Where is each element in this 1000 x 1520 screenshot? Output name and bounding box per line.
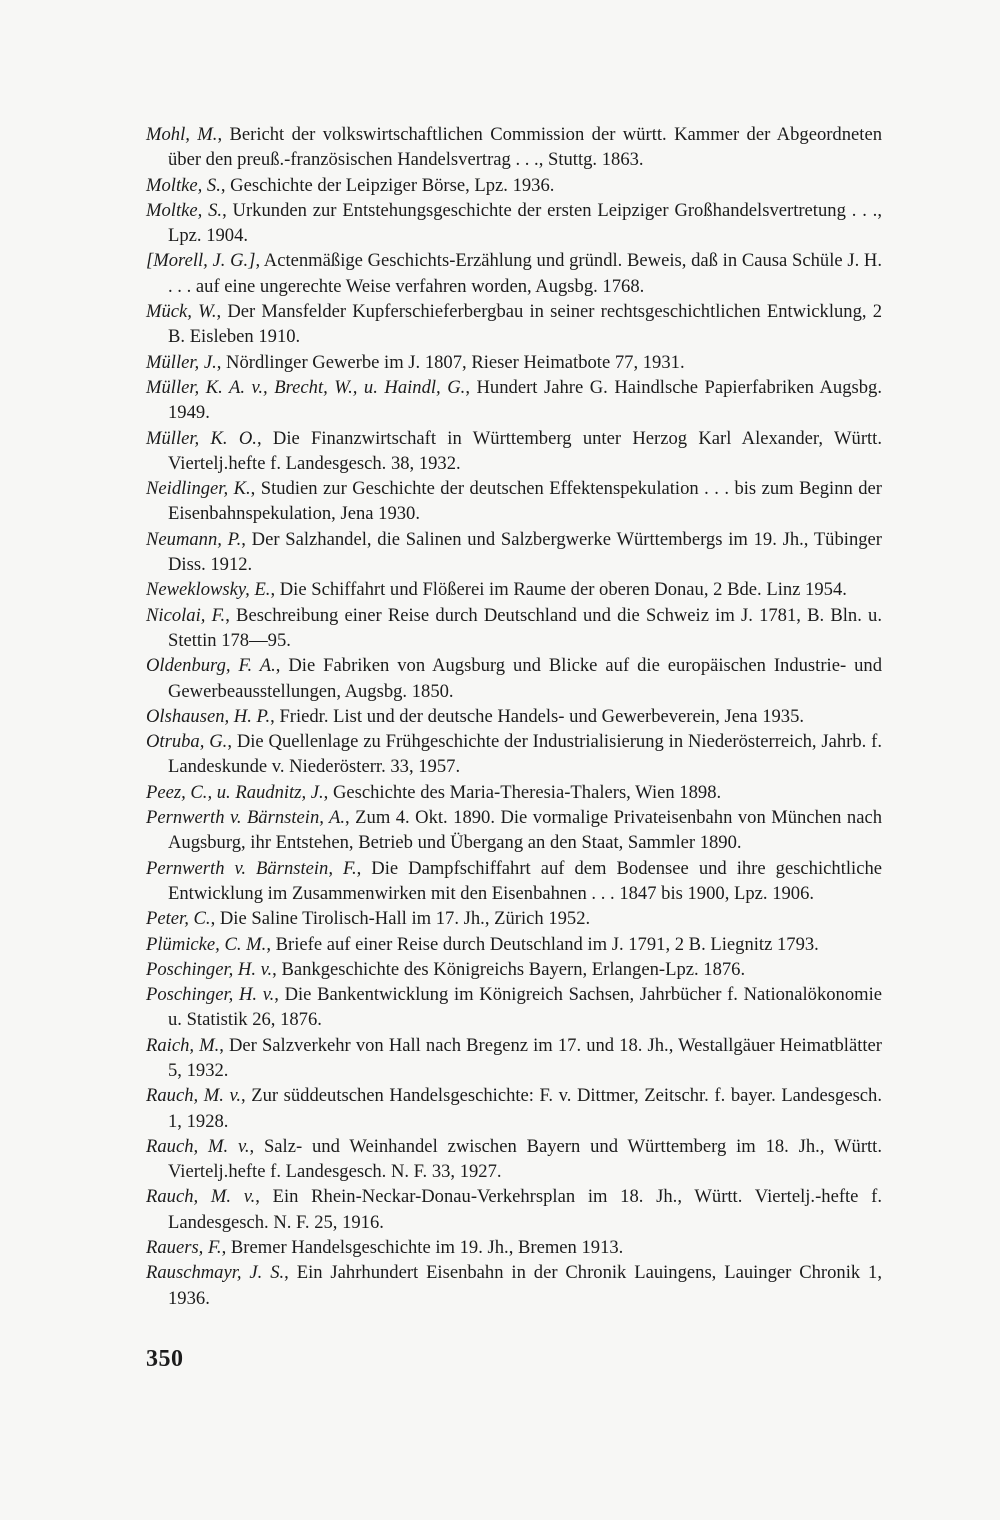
bibliography-entry bbox=[146, 173, 882, 198]
entry-author: Neweklowsky, E. bbox=[146, 579, 271, 601]
entry-author: [Morell, J. G.] bbox=[146, 250, 256, 272]
entry-author: Poschinger, H. v. bbox=[146, 958, 273, 980]
entry-author: Poschinger, H. v. bbox=[146, 984, 275, 1006]
bibliography-entry bbox=[146, 577, 882, 602]
entry-text: , Geschichte des Maria-Theresia-Thalers, Wien 1898. bbox=[323, 781, 722, 803]
entry-author: Rauch, M. v. bbox=[146, 1186, 256, 1208]
bibliography-entry bbox=[146, 603, 882, 654]
entry-author: Neumann, P. bbox=[146, 528, 242, 550]
entry-text: , Die Bankentwicklung im Königreich Sachsen, Jahrbücher f. Nationalökonomie u. Statistik 26, 1876. bbox=[168, 984, 883, 1031]
entry-author: Pernwerth v. Bärnstein, F. bbox=[146, 857, 357, 879]
bibliography-entry bbox=[146, 299, 882, 350]
entry-text: , Der Mansfelder Kupferschieferbergbau in seiner rechtsgeschichtlichen Entwicklung, 2 B. Eisleben 1910. bbox=[168, 301, 882, 348]
entry-author: Rauch, M. v. bbox=[146, 1085, 241, 1107]
entry-text: , Actenmäßige Geschichts-Erzählung und gründl. Beweis, daß in Causa Schüle J. H. . . . auf eine ungerechte Weise verfahren worden, Augsbg. 1768. bbox=[168, 250, 883, 297]
entry-author: Moltke, S. bbox=[146, 174, 221, 196]
entry-text: , Urkunden zur Entstehungsgeschichte der ersten Leipziger Großhandelsvertretung . . ., Lpz. 1904. bbox=[168, 199, 882, 247]
entry-text: , Salz- und Weinhandel zwischen Bayern und Württemberg im 18. Jh., Württ. Viertelj.hefte f. Landesgesch. N. F. 33, 1927. bbox=[168, 1135, 882, 1183]
bibliography-entry bbox=[146, 1134, 882, 1185]
entry-text: , Die Saline Tirolisch-Hall im 17. Jh., Zürich 1952. bbox=[210, 908, 591, 930]
entry-text: , Zum 4. Okt. 1890. Die vormalige Privateisenbahn von München nach Augsburg, ihr Entstehen, Betrieb und Übergang an den Staat, Sammler 1890. bbox=[168, 807, 882, 854]
bibliography-list bbox=[146, 122, 882, 1311]
entry-author: Oldenburg, F. A. bbox=[146, 655, 276, 677]
entry-author: Olshausen, H. P. bbox=[146, 705, 271, 727]
bibliography-entry bbox=[146, 1235, 882, 1260]
bibliography-entry bbox=[146, 932, 882, 957]
bibliography-entry bbox=[146, 653, 882, 704]
entry-author: Pernwerth v. Bärnstein, A. bbox=[146, 807, 346, 829]
bibliography-entry bbox=[146, 805, 882, 856]
bibliography-entry bbox=[146, 856, 882, 907]
entry-author: Mück, W. bbox=[146, 301, 217, 323]
entry-author: Neidlinger, K. bbox=[146, 478, 251, 500]
entry-author: Müller, K. O. bbox=[146, 427, 257, 449]
entry-text: , Bremer Handelsgeschichte im 19. Jh., Bremen 1913. bbox=[221, 1237, 624, 1259]
entry-text: , Die Schiffahrt und Flößerei im Raume der oberen Donau, 2 Bde. Linz 1954. bbox=[270, 579, 847, 601]
bibliography-entry bbox=[146, 527, 882, 578]
entry-text: , Friedr. List und der deutsche Handels- und Gewerbeverein, Jena 1935. bbox=[270, 705, 805, 727]
entry-text: , Bankgeschichte des Königreichs Bayern, Erlangen-Lpz. 1876. bbox=[272, 958, 746, 980]
bibliography-entry bbox=[146, 476, 882, 527]
entry-author: Otruba, G. bbox=[146, 731, 228, 753]
entry-text: , Nördlinger Gewerbe im J. 1807, Rieser Heimatbote 77, 1931. bbox=[216, 351, 685, 373]
entry-author: Peter, C. bbox=[146, 908, 211, 930]
entry-text: , Der Salzhandel, die Salinen und Salzbergwerke Württembergs im 19. Jh., Tübinger Diss. 1912. bbox=[168, 528, 882, 576]
bibliography-entry bbox=[146, 248, 882, 299]
entry-text: , Der Salzverkehr von Hall nach Bregenz im 17. und 18. Jh., Westallgäuer Heimatblätter 5, 1932. bbox=[168, 1034, 882, 1081]
bibliography-entry bbox=[146, 729, 882, 780]
entry-text: , Die Finanzwirtschaft in Württemberg unter Herzog Karl Alexander, Württ. Viertelj.hefte f. Landesgesch. 38, 1932. bbox=[168, 427, 882, 474]
bibliography-entry bbox=[146, 1184, 882, 1235]
entry-text: , Briefe auf einer Reise durch Deutschland im J. 1791, 2 B. Liegnitz 1793. bbox=[266, 933, 819, 955]
bibliography-entry bbox=[146, 350, 882, 375]
entry-text: , Ein Rhein-Neckar-Donau-Verkehrsplan im 18. Jh., Württ. Viertelj.-hefte f. Landesgesch. N. F. 25, 1916. bbox=[168, 1186, 882, 1233]
entry-author: Rauschmayr, J. S. bbox=[146, 1262, 285, 1284]
bibliography-entry bbox=[146, 122, 882, 173]
bibliography-entry bbox=[146, 375, 882, 426]
bibliography-entry bbox=[146, 957, 882, 982]
entry-text: , Bericht der volkswirtschaftlichen Commission der württ. Kammer der Abgeordneten über den preuß.-französischen Handelsvertrag . . ., Stuttg. 1863. bbox=[168, 124, 882, 171]
entry-author: Müller, K. A. v., Brecht, W., u. Haindl, G. bbox=[146, 376, 466, 398]
entry-author: Peez, C., u. Raudnitz, J. bbox=[146, 781, 324, 803]
bibliography-entry bbox=[146, 1083, 882, 1134]
page-number: 350 bbox=[146, 1346, 184, 1372]
entry-text: , Zur süddeutschen Handelsgeschichte: F. v. Dittmer, Zeitschr. f. bayer. Landesgesch. 1, 1928. bbox=[168, 1085, 883, 1132]
entry-text: , Die Fabriken von Augsburg und Blicke auf die europäischen Industrie- und Gewerbeausstellungen, Augsbg. 1850. bbox=[168, 655, 882, 702]
bibliography-entry bbox=[146, 1033, 882, 1084]
entry-author: Plümicke, C. M. bbox=[146, 933, 267, 955]
entry-author: Raich, M. bbox=[146, 1034, 220, 1056]
entry-text: , Geschichte der Leipziger Börse, Lpz. 1936. bbox=[220, 174, 555, 196]
entry-text: , Beschreibung einer Reise durch Deutschland und die Schweiz im J. 1781, B. Bln. u. Stettin 178—95. bbox=[168, 604, 882, 651]
entry-author: Nicolai, F. bbox=[146, 604, 226, 626]
entry-author: Rauch, M. v. bbox=[146, 1135, 250, 1157]
bibliography-entry bbox=[146, 982, 882, 1033]
entry-author: Rauers, F. bbox=[146, 1237, 222, 1259]
entry-text: , Die Quellenlage zu Frühgeschichte der Industrialisierung in Niederösterreich, Jahrb. f. Landeskunde v. Niederösterr. 33, 1957. bbox=[168, 731, 883, 778]
bibliography-entry bbox=[146, 780, 882, 805]
entry-author: Müller, J. bbox=[146, 351, 217, 373]
bibliography-entry bbox=[146, 906, 882, 931]
bibliography-entry bbox=[146, 1260, 882, 1311]
entry-text: , Ein Jahrhundert Eisenbahn in der Chronik Lauingens, Lauinger Chronik 1, 1936. bbox=[168, 1262, 882, 1309]
entry-text: , Studien zur Geschichte der deutschen Effektenspekulation . . . bis zum Beginn der Eisenbahnspekulation, Jena 1930. bbox=[168, 478, 882, 525]
entry-text: , Die Dampfschiffahrt auf dem Bodensee und ihre geschichtliche Entwicklung im Zusammenwirken mit den Eisenbahnen . . . 1847 bis 1900, Lpz. 1906. bbox=[168, 857, 882, 904]
entry-author: Mohl, M. bbox=[146, 124, 218, 145]
bibliography-entry bbox=[146, 704, 882, 729]
bibliography-entry bbox=[146, 198, 882, 249]
entry-author: Moltke, S. bbox=[146, 199, 223, 221]
entry-text: , Hundert Jahre G. Haindlsche Papierfabriken Augsbg. 1949. bbox=[168, 376, 882, 424]
bibliography-entry bbox=[146, 426, 882, 477]
